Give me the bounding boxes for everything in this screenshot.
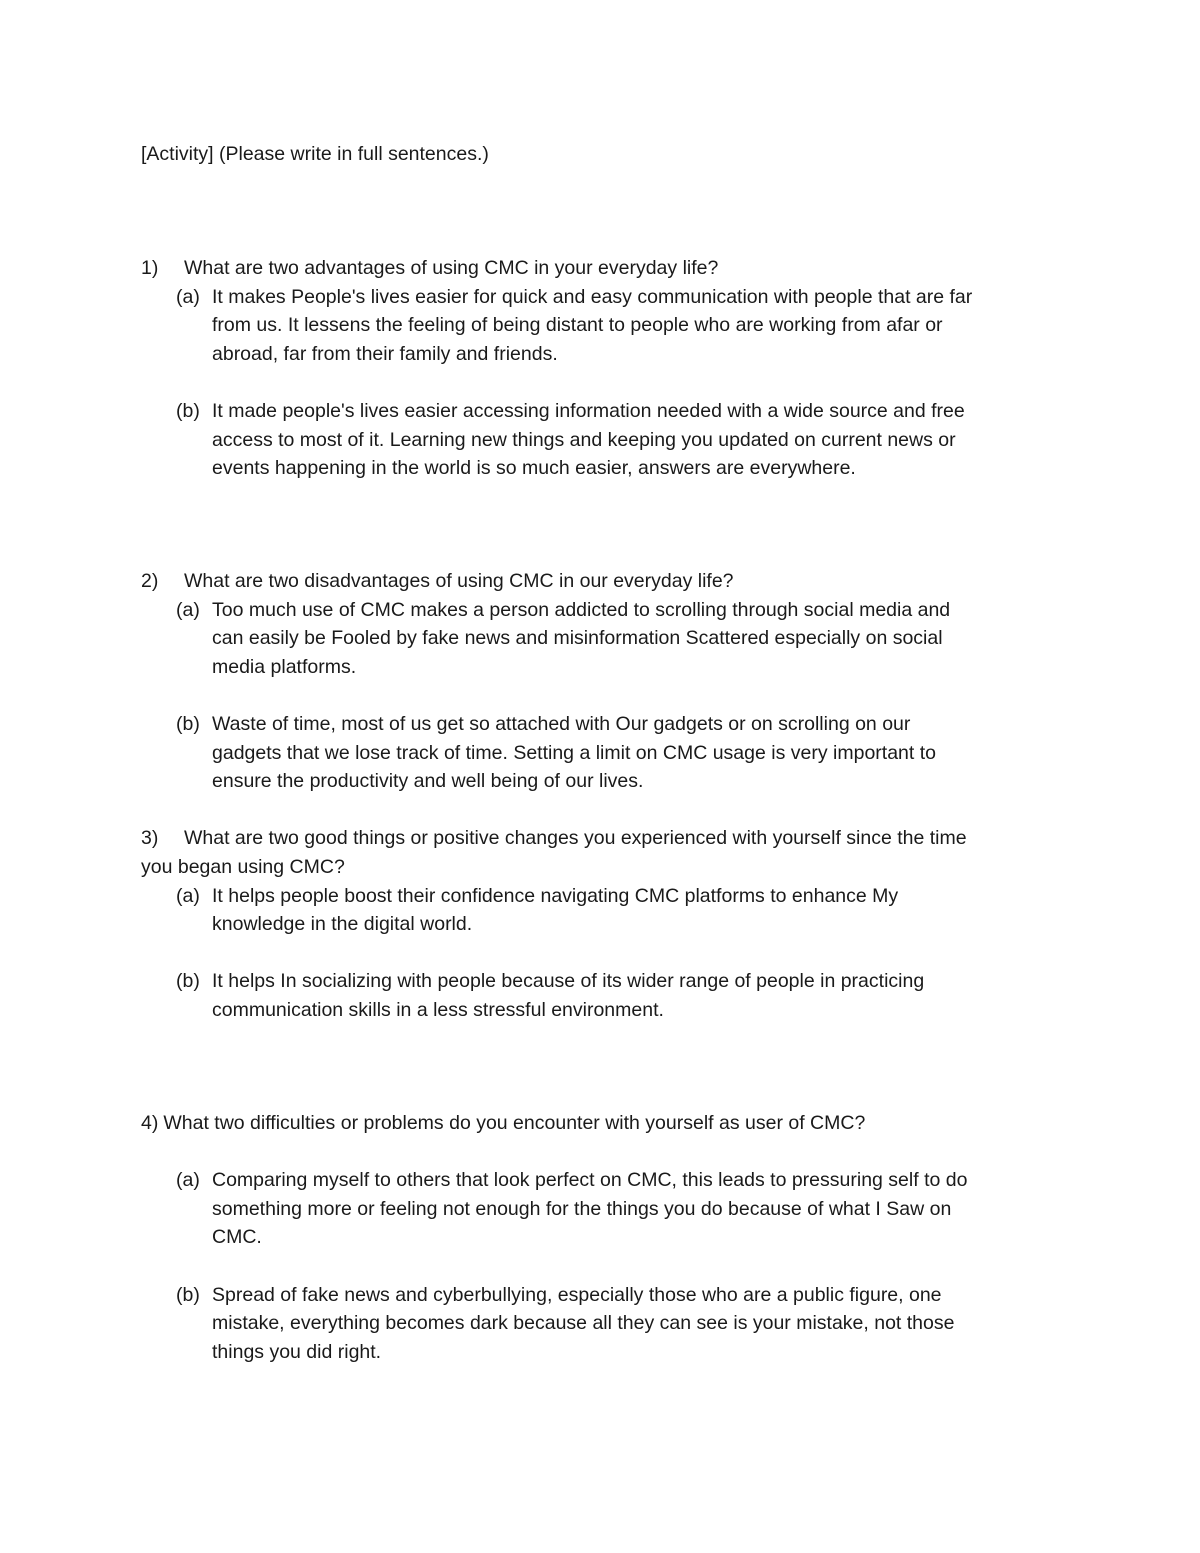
- answer-text: It helps people boost their confidence navigating CMC platforms to enhance My knowledge in the digital world.: [212, 884, 899, 936]
- answer-item: [141, 1281, 1072, 1367]
- answer-text: It helps In socializing with people because of its wider range of people in practicing communication skills in a less stressful environment.: [212, 970, 925, 1021]
- answer-item: [141, 397, 1072, 483]
- answer-label: (b): [176, 399, 200, 422]
- question-line: [141, 1109, 1071, 1138]
- question-text: What are two disadvantages of using CMC in our everyday life?: [184, 570, 734, 592]
- question-4: [141, 1109, 1071, 1366]
- question-text-continued: you began using CMC?: [141, 855, 345, 878]
- question-line: [141, 254, 1071, 283]
- question-number: 2): [141, 570, 159, 592]
- question-2: [141, 567, 1071, 1025]
- question-text: What two difficulties or problems do you encounter with yourself as user of CMC?: [163, 1112, 866, 1134]
- answer-item: [141, 596, 1072, 682]
- question-text: What are two good things or positive changes you experienced with yourself since the time: [184, 827, 967, 850]
- question-3: [141, 824, 1071, 1024]
- answer-label: (b): [176, 970, 200, 993]
- answer-item: [141, 882, 1072, 939]
- answer-label: (b): [176, 1283, 200, 1306]
- answer-text: It made people's lives easier accessing information needed with a wide source and free access to most of it. Learning new things and keeping you updated on current news or events happening in the world is so much easier, answers are everywhere.: [212, 399, 965, 480]
- question-line: [141, 567, 1071, 596]
- answer-label: (b): [176, 712, 200, 735]
- answer-item: [141, 710, 1072, 796]
- question-line: [141, 824, 1071, 853]
- question-number: 4): [141, 1112, 159, 1134]
- question-number: 1): [141, 257, 159, 279]
- answer-text: Waste of time, most of us get so attached with Our gadgets or on scrolling on our gadgets that we lose track of time. Setting a limit on CMC usage is very important to ensure the productivity and well being of our lives.: [212, 712, 936, 793]
- answer-text: It makes People's lives easier for quick and easy communication with people that are far from us. It lessens the feeling of being distant to people who are working from afar or abroad, far from their family and friends.: [212, 285, 973, 365]
- answer-label: (a): [176, 884, 200, 907]
- answer-text: Spread of fake news and cyberbullying, especially those who are a public figure, one mistake, everything becomes dark because all they can see is your mistake, not those things you did right.: [212, 1283, 955, 1363]
- answer-label: (a): [176, 598, 200, 621]
- question-text: What are two advantages of using CMC in your everyday life?: [184, 257, 719, 279]
- answer-label: (a): [176, 285, 200, 308]
- answer-label: (a): [176, 1169, 200, 1192]
- answer-text: Comparing myself to others that look perfect on CMC, this leads to pressuring self to do something more or feeling not enough for the things you do because of what I Saw on CMC.: [212, 1169, 968, 1249]
- question-1: [141, 254, 1071, 483]
- question-number: 3): [141, 827, 159, 850]
- answer-item: [141, 1166, 1072, 1252]
- answer-item: [141, 967, 1072, 1024]
- answer-text: Too much use of CMC makes a person addicted to scrolling through social media and can easily be Fooled by fake news and misinformation Scattered especially on social media platforms.: [212, 598, 951, 678]
- activity-header: [Activity] (Please write in full sentences.): [141, 143, 489, 165]
- answer-item: [141, 283, 1072, 369]
